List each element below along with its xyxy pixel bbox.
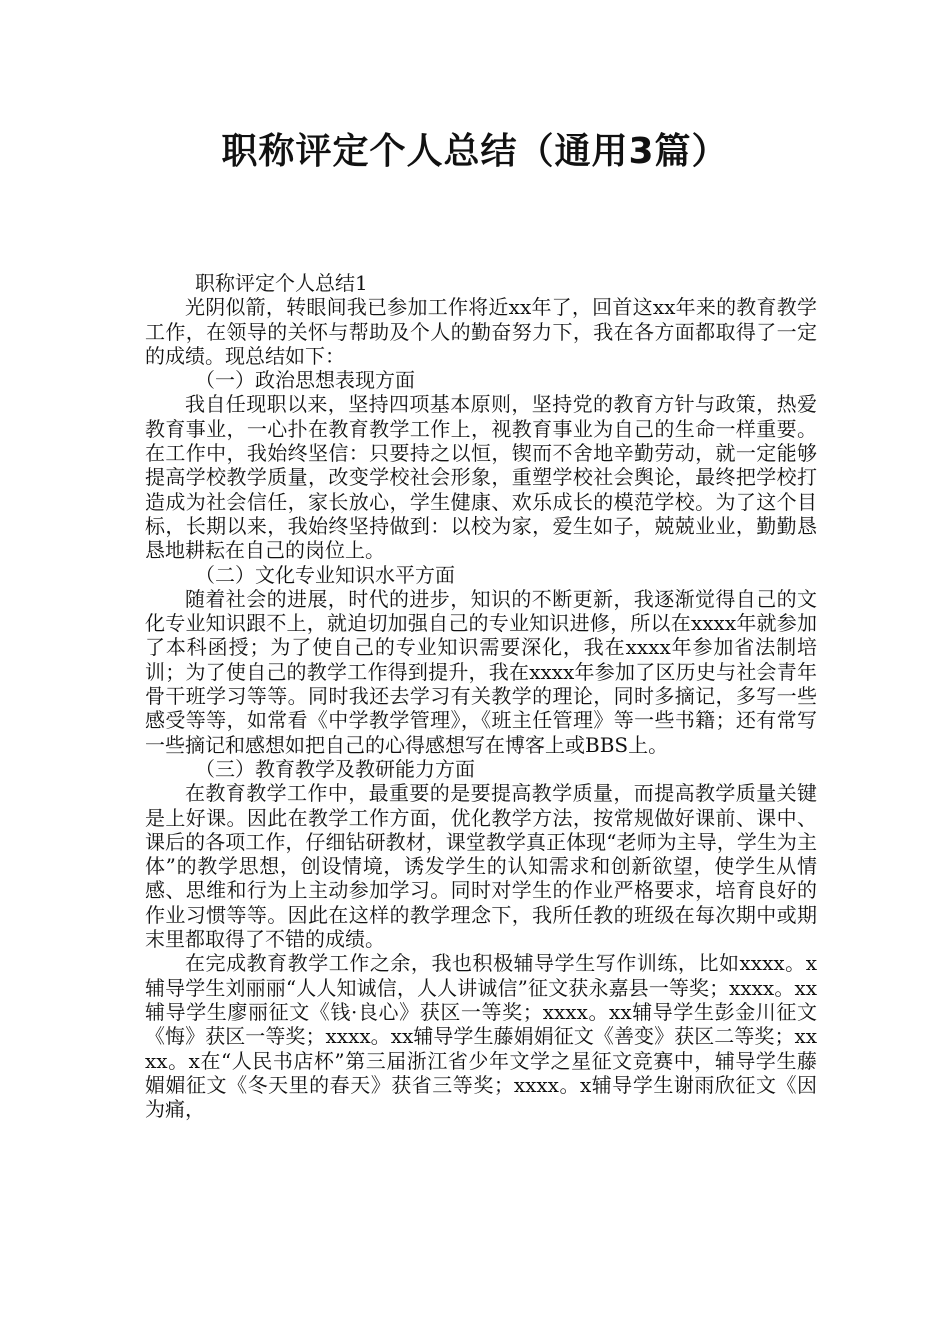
section-heading: 职称评定个人总结1 [195,271,368,295]
document-title: 职称评定个人总结（通用3篇） [221,131,729,172]
section-heading: （一）政治思想表现方面 [195,368,415,393]
paragraph: 在完成教育教学工作之余，我也积极辅导学生写作训练，比如xxxx。x辅导学生刘丽丽“人人知诚信，人人讲诚信”征文获永嘉县一等奖；xxxx。xx辅导学生廖丽征文《钱·良心》获区一等奖；xxxx。xx辅导学生彭金川征文《悔》获区一等奖；xxxx。xx辅导学生藤娟娟征文《善变》获区二等奖；xxxx。x在“人民书店杯”第三届浙江省少年文学之星征文竞赛中，辅导学生藤媚媚征文《冬天里的春天》获省三等奖；xxxx。x辅导学生谢雨欣征文《因为痛， [145,951,817,1122]
paragraph: 我自任现职以来，坚持四项基本原则，坚持党的教育方针与政策，热爱教育事业，一心扑在教育教学工作上，视教育事业为自己的生命一样重要。在工作中，我始终坚信：只要持之以恒，锲而不舍地辛勤劳动，就一定能够提高学校教学质量，改变学校社会形象，重塑学校社会舆论，最终把学校打造成为社会信任，家长放心，学生健康、欢乐成长的模范学校。为了这个目标，长期以来，我始终坚持做到：以校为家，爱生如子，兢兢业业，勤勤恳恳地耕耘在自己的岗位上。 [145,392,817,563]
paragraph: 光阴似箭，转眼间我已参加工作将近xx年了，回首这xx年来的教育教学工作，在领导的关怀与帮助及个人的勤奋努力下，我在各方面都取得了一定的成绩。现总结如下： [145,295,817,368]
paragraph: 在教育教学工作中，最重要的是要提高教学质量，而提高教学质量关键是上好课。因此在教学工作方面，优化教学方法，按常规做好课前、课中、课后的各项工作，仔细钻研教材，课堂教学真正体现“老师为主导，学生为主体”的教学思想，创设情境，诱发学生的认知需求和创新欲望，使学生从情感、思维和行为上主动参加学习。同时对学生的作业严格要求，培育良好的作业习惯等等。因此在这样的教学理念下，我所任教的班级在每次期中或期末里都取得了不错的成绩。 [145,781,817,952]
paragraph: 随着社会的进展，时代的进步，知识的不断更新，我逐渐觉得自己的文化专业知识跟不上，就迫切加强自己的专业知识进修，所以在xxxx年就参加了本科函授；为了使自己的专业知识需要深化，我在xxxx年参加省法制培训；为了使自己的教学工作得到提升，我在xxxx年参加了区历史与社会青年骨干班学习等等。同时我还去学习有关教学的理论，同时多摘记，多写一些感受等等，如常看《中学教学管理》，《班主任管理》等一些书籍；还有常写一些摘记和感想如把自己的心得感想写在博客上或BBS上。 [145,586,817,757]
section-heading: （三）教育教学及教研能力方面 [195,756,475,781]
section-heading: （二）文化专业知识水平方面 [195,562,455,587]
document-body [145,271,817,1121]
